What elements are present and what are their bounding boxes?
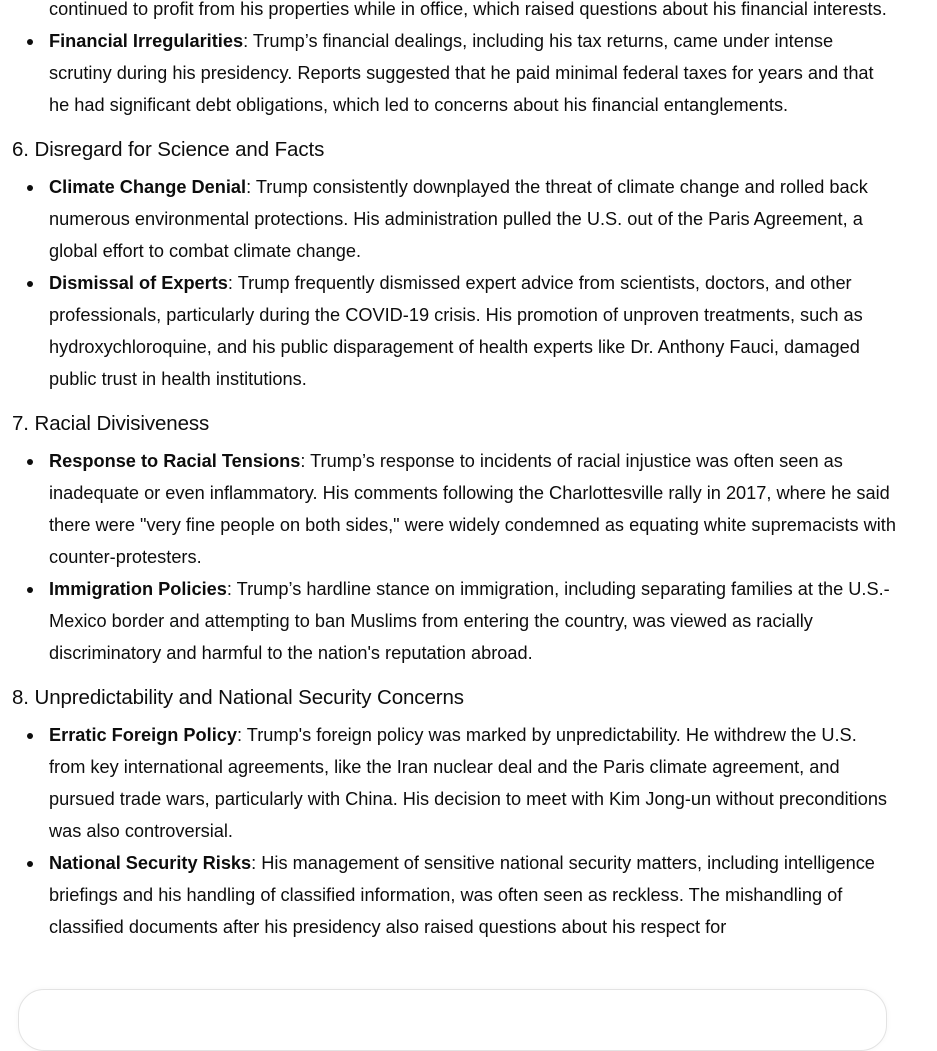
bullet-title: Erratic Foreign Policy [49, 725, 237, 745]
bullet-dot-icon [27, 185, 33, 191]
bullet-dot-icon [27, 861, 33, 867]
bullet-title: Dismissal of Experts [49, 273, 228, 293]
list-item [0, 847, 937, 943]
bullet-dot-icon [27, 733, 33, 739]
section-bullet-list [0, 171, 937, 395]
bullet-title: Response to Racial Tensions [49, 451, 301, 471]
bullet-text: : Trump’s response to incidents of racial injustice was often seen as inadequate or even inflammatory. His comments following the Charlottesville rally in 2017, where he said there were "very fine people on both sides," were widely condemned as equating white supremacists with counter-protesters. [49, 451, 896, 567]
section-heading: 7. Racial Divisiveness [12, 412, 210, 435]
bullet-dot-icon [27, 39, 33, 45]
list-item [0, 171, 937, 267]
bullet-title: Climate Change Denial [49, 177, 247, 197]
bullet-title: Financial Irregularities [49, 31, 244, 51]
continued-paragraph: continued to profit from his properties while in office, which raised questions about his financial interests. [49, 0, 887, 19]
message-composer-input[interactable] [18, 989, 887, 1051]
bullet-text: : Trump consistently downplayed the threat of climate change and rolled back numerous environmental protections. His administration pulled the U.S. out of the Paris Agreement, a global effort to combat climate change. [49, 177, 868, 261]
bullet-text: : His management of sensitive national security matters, including intelligence briefings and his handling of classified information, was often seen as reckless. The mishandling of classified documents after his presidency also raised questions about his respect for [49, 853, 875, 937]
list-item [0, 719, 937, 847]
bullet-title: Immigration Policies [49, 579, 227, 599]
list-item [0, 445, 937, 573]
section-heading: 8. Unpredictability and National Security Concerns [12, 686, 464, 709]
section-bullet-list [0, 445, 937, 669]
bullet-title: National Security Risks [49, 853, 252, 873]
section-heading: 6. Disregard for Science and Facts [12, 138, 325, 161]
list-item [0, 25, 937, 121]
list-item [0, 573, 937, 669]
bullet-dot-icon [27, 587, 33, 593]
bullet-dot-icon [27, 459, 33, 465]
bullet-text: : Trump’s financial dealings, including his tax returns, came under intense scrutiny during his presidency. Reports suggested that he paid minimal federal taxes for years and that he had significant debt obligations, which led to concerns about his financial entanglements. [49, 31, 874, 115]
bullet-dot-icon [27, 281, 33, 287]
bullet-text: : Trump’s hardline stance on immigration, including separating families at the U.S.-Mexico border and attempting to ban Muslims from entering the country, was viewed as racially discriminatory and harmful to the nation's reputation abroad. [49, 579, 890, 663]
list-item [0, 267, 937, 395]
section-bullet-list [0, 719, 937, 943]
bullet-text: : Trump's foreign policy was marked by unpredictability. He withdrew the U.S. from key international agreements, like the Iran nuclear deal and the Paris climate agreement, and pursued trade wars, particularly with China. His decision to meet with Kim Jong-un without preconditions was also controversial. [49, 725, 888, 841]
bullet-text: : Trump frequently dismissed expert advice from scientists, doctors, and other professionals, particularly during the COVID-19 crisis. His promotion of unproven treatments, such as hydroxychloroquine, and his public disparagement of health experts like Dr. Anthony Fauci, damaged public trust in health institutions. [49, 273, 863, 389]
intro-bullet-list [0, 25, 937, 121]
